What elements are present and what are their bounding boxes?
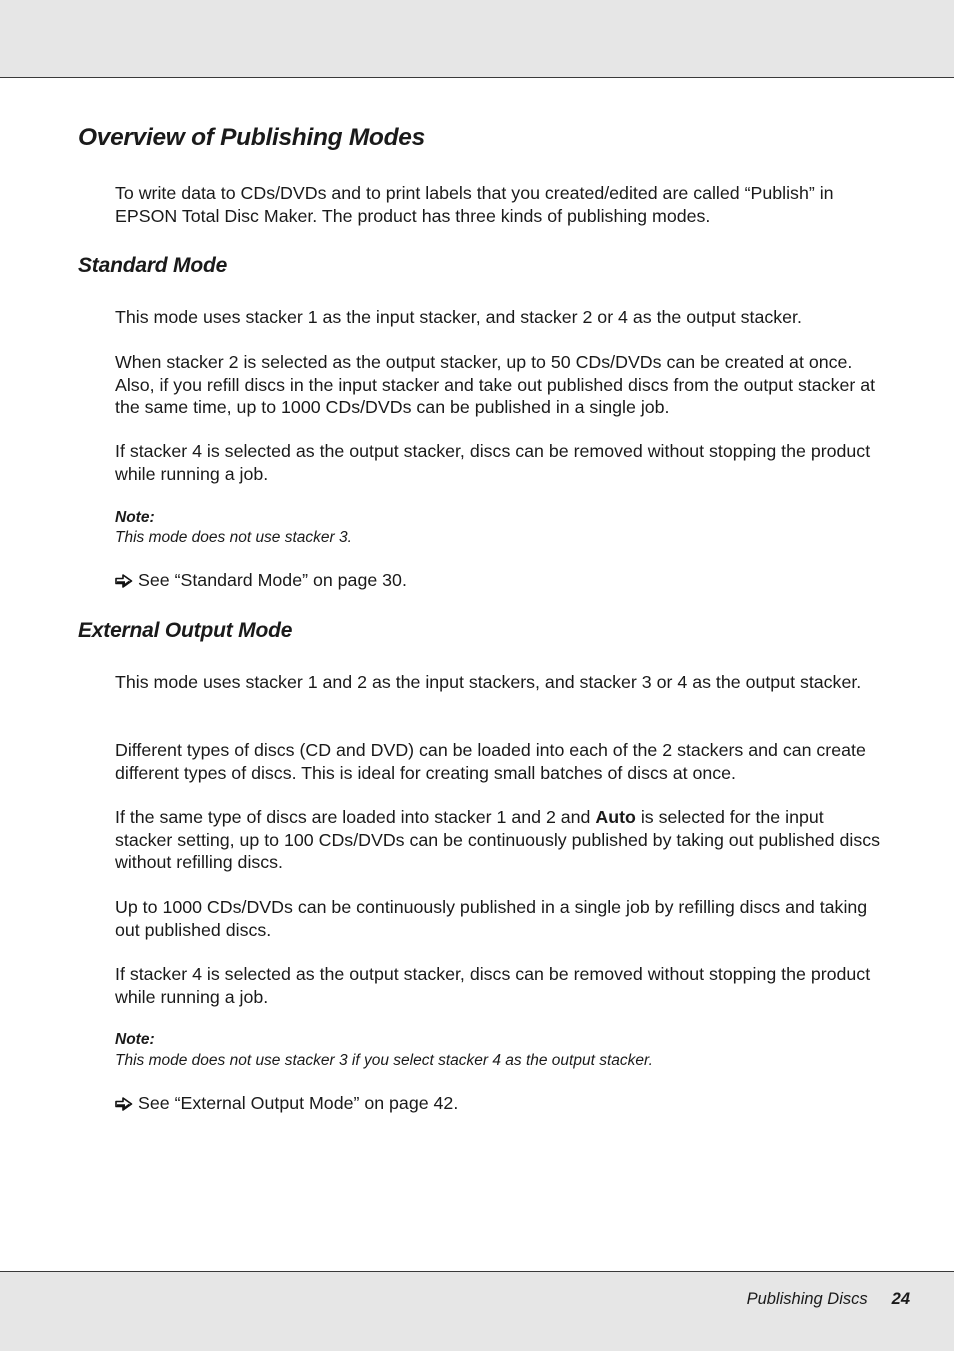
external-paragraph-5: If stacker 4 is selected as the output stacker, discs can be removed without stopping the product while running a job. bbox=[115, 964, 871, 1007]
external-paragraph-3-start: If the same type of discs are loaded into stacker 1 and 2 and bbox=[115, 807, 596, 827]
external-see-link[interactable] bbox=[115, 1093, 458, 1114]
standard-paragraph-2: When stacker 2 is selected as the output stacker, up to 50 CDs/DVDs can be created at once. Also, if you refill discs in the input stacker and take out published discs from the output stacker at the same time, up to 1000 CDs/DVDs can be published in a single job. bbox=[115, 352, 876, 417]
external-note-label: Note: bbox=[115, 1031, 155, 1048]
external-paragraph-3 bbox=[115, 806, 885, 874]
external-paragraph-1: This mode uses stacker 1 and 2 as the input stackers, and stacker 3 or 4 as the output stacker. bbox=[115, 672, 862, 692]
standard-see-link[interactable] bbox=[115, 570, 407, 591]
external-note-text: This mode does not use stacker 3 if you select stacker 4 as the output stacker. bbox=[115, 1052, 653, 1069]
page-title: Overview of Publishing Modes bbox=[78, 124, 425, 151]
page-number: 24 bbox=[891, 1290, 910, 1308]
standard-mode-heading: Standard Mode bbox=[78, 254, 228, 277]
right-arrow-icon bbox=[115, 1097, 133, 1111]
standard-note-text: This mode does not use stacker 3. bbox=[115, 529, 352, 546]
page-footer-band bbox=[0, 1271, 954, 1351]
standard-see-text[interactable]: See “Standard Mode” on page 30. bbox=[138, 570, 407, 590]
standard-paragraph-3: If stacker 4 is selected as the output stacker, discs can be removed without stopping the product while running a job. bbox=[115, 441, 871, 484]
page-footer bbox=[747, 1290, 910, 1309]
intro-paragraph: To write data to CDs/DVDs and to print labels that you created/edited are called “Publish” in EPSON Total Disc Maker. The product has three kinds of publishing modes. bbox=[115, 183, 834, 226]
auto-setting-label: Auto bbox=[595, 807, 636, 827]
standard-note-label: Note: bbox=[115, 509, 155, 526]
footer-section-title: Publishing Discs bbox=[746, 1290, 868, 1308]
external-output-mode-heading: External Output Mode bbox=[78, 619, 293, 642]
page-header-band bbox=[0, 0, 954, 78]
external-paragraph-3-end: is selected for the input stacker setting, up to 100 CDs/DVDs can be continuously published by taking out published discs without refilling discs. bbox=[115, 807, 881, 872]
external-see-text[interactable]: See “External Output Mode” on page 42. bbox=[138, 1093, 459, 1113]
external-paragraph-2: Different types of discs (CD and DVD) can be loaded into each of the 2 stackers and can create different types of discs. This is ideal for creating small batches of discs at once. bbox=[115, 740, 866, 783]
right-arrow-icon bbox=[115, 574, 133, 588]
standard-paragraph-1: This mode uses stacker 1 as the input stacker, and stacker 2 or 4 as the output stacker. bbox=[115, 307, 802, 327]
external-paragraph-4: Up to 1000 CDs/DVDs can be continuously published in a single job by refilling discs and taking out published discs. bbox=[115, 897, 868, 940]
